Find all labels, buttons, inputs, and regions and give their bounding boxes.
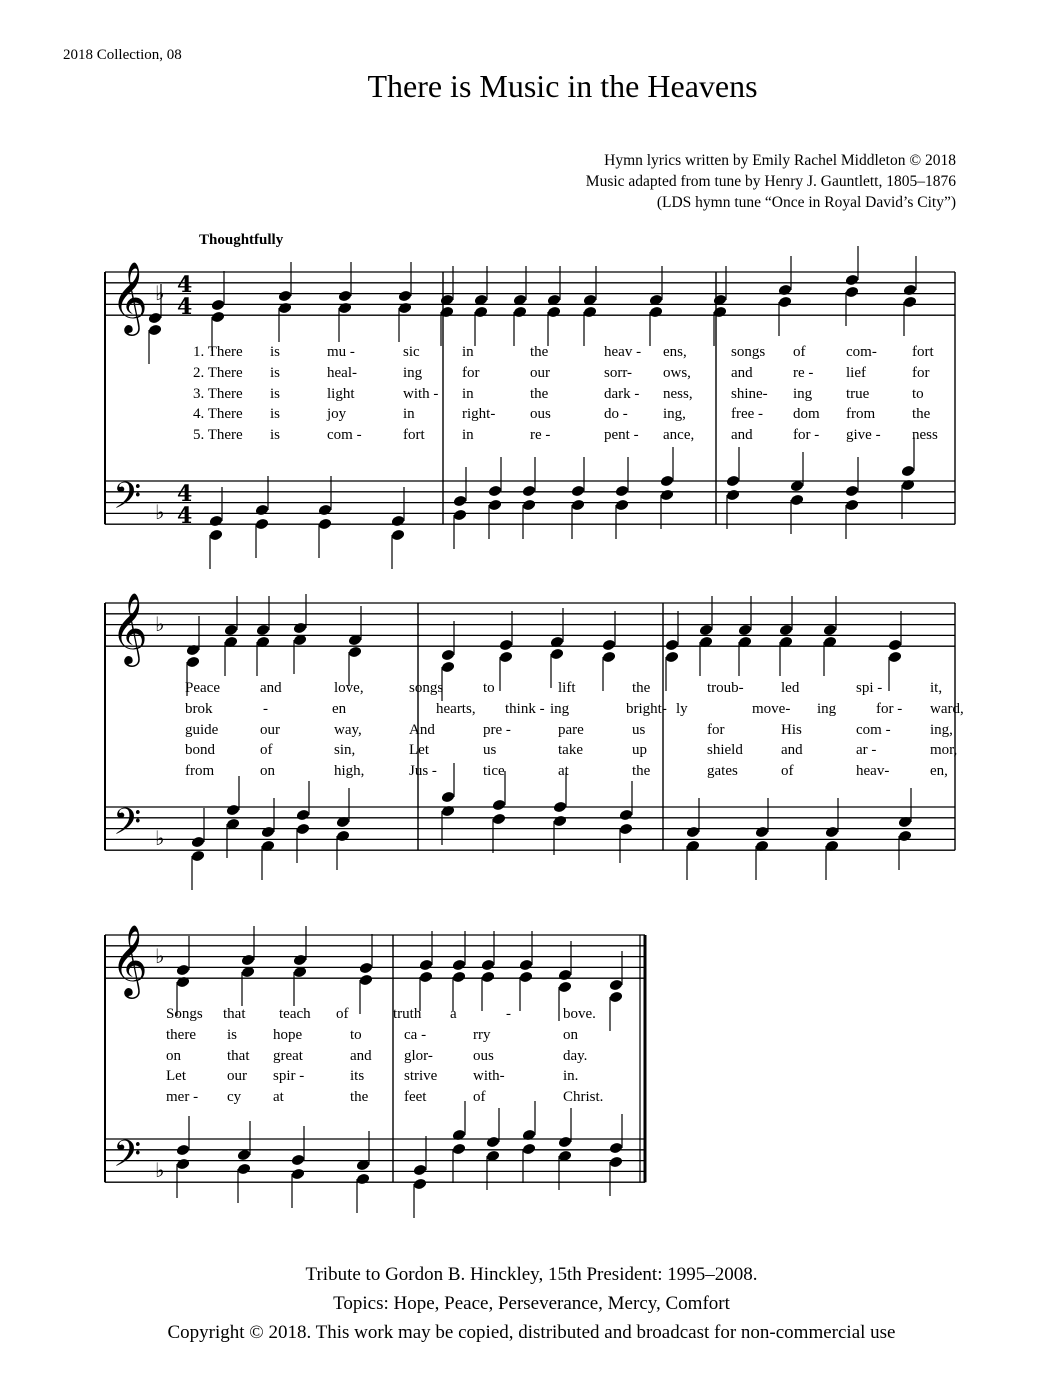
bass-note-head: [237, 1163, 252, 1176]
soprano-note-head: [441, 649, 456, 662]
lyric-syllable: with -: [403, 385, 439, 402]
bass-note-head: [522, 1143, 537, 1156]
tenor-note-head: [176, 1144, 191, 1157]
lyric-syllable: 2. There: [193, 364, 243, 381]
lyric-syllable: dark -: [604, 385, 640, 402]
lyric-syllable: sic: [403, 344, 420, 360]
bass-note-head: [413, 1178, 428, 1191]
bass-note-head: [492, 813, 507, 826]
tenor-note-head: [413, 1164, 428, 1177]
lyric-syllable: is: [227, 1026, 238, 1043]
lyric-syllable: take: [558, 742, 583, 759]
soprano-note-head: [338, 290, 353, 303]
soprano-note-head: [241, 954, 256, 967]
lyric-syllable: our: [260, 721, 280, 738]
lyric-syllable: love,: [334, 680, 364, 696]
lyric-syllable: the: [350, 1089, 369, 1106]
alto-note-head: [519, 971, 534, 984]
tenor-note-head: [571, 485, 586, 498]
soprano-note-head: [665, 639, 680, 652]
lyric-syllable: sin,: [334, 742, 356, 759]
soprano-note-head: [481, 959, 496, 972]
treble-clef-icon: 𝄞: [111, 923, 148, 996]
tenor-note-head: [391, 515, 406, 528]
lyric-syllable: heal-: [327, 364, 357, 381]
lyric-syllable: pare: [558, 721, 584, 738]
lyric-syllable: light: [327, 385, 355, 402]
tenor-note-head: [291, 1154, 306, 1167]
footer-tribute: Tribute to Gordon B. Hinckley, 15th President: 1995–2008.: [305, 1264, 758, 1285]
soprano-note-head: [293, 954, 308, 967]
tempo-marking: Thoughtfully: [199, 232, 284, 248]
lyric-syllable: of: [781, 763, 794, 780]
lyric-syllable: is: [270, 406, 281, 423]
bass-note-head: [318, 518, 333, 531]
flat-key-signature-icon: ♭: [155, 826, 165, 850]
flat-key-signature-icon: ♭: [155, 281, 165, 305]
lyric-syllable: heav -: [604, 344, 642, 360]
soprano-note-head: [558, 969, 573, 982]
lyric-syllable: spir -: [273, 1068, 305, 1085]
collection-label: 2018 Collection, 08: [63, 47, 182, 63]
soprano-note-head: [499, 639, 514, 652]
lyric-syllable: pre -: [483, 721, 511, 738]
lyric-syllable: on: [166, 1047, 181, 1064]
flat-key-signature-icon: ♭: [155, 612, 165, 636]
bass-note-head: [790, 494, 805, 507]
lyric-syllable: ens,: [663, 344, 687, 360]
lyric-syllable: troub-: [707, 680, 744, 696]
alto-note-head: [499, 651, 514, 664]
alto-note-head: [583, 306, 598, 319]
lyric-syllable: in: [462, 385, 474, 402]
soprano-note-head: [186, 644, 201, 657]
lyric-syllable: tice: [483, 763, 505, 780]
tenor-note-head: [488, 485, 503, 498]
lyric-syllable: lief: [846, 364, 866, 381]
credit-line-lyrics: Hymn lyrics written by Emily Rachel Middleton © 2018: [604, 152, 956, 169]
alto-note-head: [649, 306, 664, 319]
alto-note-head: [398, 302, 413, 315]
bass-note-head: [660, 489, 675, 502]
lyric-syllable: for -: [793, 427, 820, 444]
bass-note-head: [845, 499, 860, 512]
soprano-note-head: [278, 290, 293, 303]
lyric-syllable: -: [263, 700, 268, 717]
bass-note-head: [571, 499, 586, 512]
bass-note-head: [488, 499, 503, 512]
bass-note-head: [553, 815, 568, 828]
tenor-note-head: [191, 836, 206, 849]
lyric-syllable: hope: [273, 1026, 303, 1043]
lyric-syllable: truth: [393, 1006, 422, 1022]
lyric-syllable: in: [462, 344, 474, 360]
lyric-syllable: for: [912, 364, 930, 381]
lyric-syllable: up: [632, 742, 647, 759]
bass-note-head: [291, 1168, 306, 1181]
tenor-note-head: [492, 799, 507, 812]
lyric-syllable: on: [563, 1026, 578, 1043]
alto-note-head: [665, 651, 680, 664]
lyric-syllable: the: [912, 406, 931, 423]
bass-note-head: [522, 499, 537, 512]
lyric-syllable: a: [450, 1006, 457, 1022]
lyric-syllable: com -: [327, 427, 362, 444]
lyric-syllable: His: [781, 721, 802, 738]
bass-note-head: [726, 489, 741, 502]
lyric-syllable: mer -: [166, 1089, 199, 1106]
lyric-syllable: in: [462, 427, 474, 444]
lyric-syllable: re -: [793, 364, 814, 381]
soprano-note-head: [293, 622, 308, 635]
alto-note-head: [713, 306, 728, 319]
bass-note-head: [453, 509, 468, 522]
lyric-syllable: mu -: [327, 344, 355, 360]
lyric-syllable: our: [227, 1068, 247, 1085]
footer-topics: Topics: Hope, Peace, Perseverance, Mercy, Comfort: [333, 1293, 730, 1314]
lyric-syllable: is: [270, 344, 281, 360]
time-signature-numerator: 4: [177, 481, 193, 507]
alto-note-head: [211, 311, 226, 324]
alto-note-head: [888, 651, 903, 664]
lyric-syllable: of: [473, 1089, 486, 1106]
lyric-syllable: teach: [279, 1006, 311, 1022]
bass-note-head: [336, 830, 351, 843]
alto-note-head: [558, 981, 573, 994]
lyric-syllable: high,: [334, 763, 365, 780]
lyric-syllable: ing,: [663, 406, 686, 423]
lyric-syllable: 3. There: [193, 385, 243, 402]
lyric-syllable: for -: [876, 700, 903, 717]
lyric-syllable: its: [350, 1068, 365, 1085]
lyric-syllable: ar -: [856, 742, 877, 759]
lyric-syllable: Peace: [185, 680, 220, 696]
alto-note-head: [903, 296, 918, 309]
lyric-syllable: ous: [530, 406, 551, 423]
alto-note-head: [440, 306, 455, 319]
tenor-note-head: [318, 504, 333, 517]
lyric-syllable: And: [409, 721, 435, 738]
soprano-note-head: [602, 639, 617, 652]
lyric-syllable: ing: [793, 385, 813, 402]
soprano-note-head: [778, 284, 793, 297]
bass-note-head: [176, 1158, 191, 1171]
alto-note-head: [513, 306, 528, 319]
tenor-note-head: [845, 485, 860, 498]
lyric-syllable: led: [781, 680, 800, 696]
lyric-syllable: ca -: [404, 1026, 427, 1043]
lyric-syllable: brok: [185, 700, 213, 717]
tenor-note-head: [755, 826, 770, 839]
flat-key-signature-icon: ♭: [155, 1158, 165, 1182]
lyric-syllable: us: [632, 721, 646, 738]
soprano-note-head: [452, 959, 467, 972]
lyric-syllable: Jus -: [409, 763, 437, 780]
lyric-syllable: and: [731, 364, 753, 381]
lyric-syllable: give -: [846, 427, 881, 444]
lyric-syllable: do -: [604, 406, 628, 423]
lyric-syllable: 4. There: [193, 406, 243, 423]
alto-note-head: [338, 302, 353, 315]
time-signature-denominator: 4: [177, 503, 193, 529]
soprano-note-head: [419, 959, 434, 972]
lyric-syllable: ing: [817, 700, 837, 717]
bass-note-head: [898, 830, 913, 843]
lyric-syllable: of: [336, 1006, 349, 1022]
lyric-syllable: joy: [327, 406, 347, 423]
alto-note-head: [550, 648, 565, 661]
lyric-syllable: there: [166, 1026, 196, 1043]
alto-note-head: [474, 306, 489, 319]
alto-note-head: [186, 656, 201, 669]
lyric-syllable: at: [558, 763, 569, 780]
tenor-note-head: [226, 804, 241, 817]
soprano-note-head: [211, 299, 226, 312]
soprano-note-head: [256, 624, 271, 637]
lyric-syllable: on: [260, 763, 275, 780]
lyric-syllable: that: [227, 1047, 250, 1064]
footer: [0, 1260, 1063, 1347]
lyric-syllable: bove.: [563, 1006, 596, 1022]
tenor-note-head: [615, 485, 630, 498]
lyric-syllable: lift: [558, 680, 576, 696]
footer-copyright: Copyright © 2018. This work may be copied, distributed and broadcast for non-commercial use: [167, 1322, 896, 1343]
lyric-syllable: feet: [404, 1089, 427, 1106]
tenor-note-head: [553, 801, 568, 814]
lyric-syllable: that: [223, 1006, 246, 1022]
lyric-syllable: to: [350, 1026, 362, 1043]
tenor-note-head: [255, 504, 270, 517]
lyric-syllable: spi -: [856, 680, 883, 696]
alto-note-head: [176, 976, 191, 989]
lyric-syllable: en: [332, 700, 347, 717]
lyric-syllable: move-: [752, 700, 791, 717]
lyric-syllable: heav-: [856, 763, 890, 780]
lyric-syllable: mor,: [930, 742, 958, 759]
lyric-syllable: ous: [473, 1047, 494, 1064]
bass-note-head: [391, 529, 406, 542]
soprano-note-head: [398, 290, 413, 303]
lyric-syllable: guide: [185, 721, 219, 738]
soprano-note-head: [176, 964, 191, 977]
lyric-syllable: Let: [409, 742, 429, 759]
bass-note-head: [356, 1173, 371, 1186]
soprano-note-head: [903, 284, 918, 297]
lyric-syllable: com -: [856, 721, 891, 738]
tenor-note-head: [486, 1136, 501, 1149]
soprano-note-head: [823, 624, 838, 637]
lyric-syllable: fort: [912, 344, 934, 360]
tenor-note-head: [237, 1149, 252, 1162]
alto-note-head: [452, 971, 467, 984]
bass-note-head: [255, 518, 270, 531]
tenor-note-head: [261, 826, 276, 839]
lyric-syllable: and: [260, 680, 282, 696]
alto-note-head: [359, 974, 374, 987]
lyric-syllable: ness,: [663, 385, 693, 402]
lyric-syllable: shine-: [731, 385, 768, 402]
alto-note-head: [609, 991, 624, 1004]
alto-note-head: [419, 971, 434, 984]
lyric-syllable: of: [793, 344, 806, 360]
lyric-syllable: ance,: [663, 427, 695, 444]
lyric-syllable: songs: [731, 344, 766, 360]
lyric-syllable: sorr-: [604, 364, 633, 381]
lyric-syllable: is: [270, 364, 281, 381]
soprano-note-head: [888, 639, 903, 652]
bass-note-head: [615, 499, 630, 512]
bass-note-head: [209, 529, 224, 542]
lyric-syllable: in.: [563, 1068, 579, 1085]
lyric-syllable: day.: [563, 1047, 588, 1064]
time-signature-numerator: 4: [177, 272, 193, 298]
lyric-syllable: hearts,: [436, 700, 476, 717]
alto-note-head: [778, 296, 793, 309]
soprano-note-head: [738, 624, 753, 637]
alto-note-head: [148, 324, 163, 337]
bass-note-head: [609, 1156, 624, 1169]
alto-note-head: [602, 651, 617, 664]
bass-clef-icon: 𝄢: [113, 475, 142, 526]
lyric-syllable: think -: [505, 700, 545, 717]
lyric-syllable: fort: [403, 427, 425, 444]
tenor-note-head: [453, 495, 468, 508]
lyric-syllable: in: [403, 406, 415, 423]
flat-key-signature-icon: ♭: [155, 500, 165, 524]
lyric-syllable: from: [846, 406, 876, 423]
tenor-note-head: [609, 1142, 624, 1155]
hymn-title: There is Music in the Heavens: [367, 68, 758, 104]
bass-clef-icon: 𝄢: [113, 801, 142, 852]
lyric-syllable: and: [731, 427, 753, 444]
bass-note-head: [191, 850, 206, 863]
lyric-syllable: of: [260, 742, 273, 759]
alto-note-head: [441, 661, 456, 674]
treble-clef-icon: 𝄞: [111, 260, 148, 333]
lyric-syllable: ward,: [930, 700, 964, 717]
lyric-syllable: with-: [473, 1068, 505, 1085]
soprano-note-head: [699, 624, 714, 637]
lyric-syllable: pent -: [604, 427, 639, 444]
lyric-syllable: glor-: [404, 1047, 433, 1064]
lyric-syllable: it,: [930, 680, 943, 696]
soprano-note-head: [224, 624, 239, 637]
lyric-syllable: the: [632, 680, 651, 696]
tenor-note-head: [558, 1136, 573, 1149]
lyric-syllable: for: [707, 721, 725, 738]
lyric-syllable: -: [506, 1006, 511, 1022]
alto-note-head: [348, 646, 363, 659]
lyric-syllable: Christ.: [563, 1089, 604, 1106]
lyric-syllable: the: [530, 385, 549, 402]
lyric-syllable: to: [912, 385, 924, 402]
alto-note-head: [481, 971, 496, 984]
lyric-syllable: and: [781, 742, 803, 759]
lyric-syllable: Songs: [166, 1006, 203, 1022]
lyric-syllable: ing,: [930, 721, 953, 738]
lyric-syllable: from: [185, 763, 215, 780]
lyric-syllable: gates: [707, 763, 738, 780]
lyric-syllable: rry: [473, 1026, 491, 1043]
lyric-syllable: to: [483, 680, 495, 696]
lyric-syllable: our: [530, 364, 550, 381]
tenor-note-head: [522, 485, 537, 498]
bass-clef-icon: 𝄢: [113, 1133, 142, 1184]
lyric-syllable: and: [350, 1047, 372, 1064]
lyric-syllable: com-: [846, 344, 877, 360]
bass-note-head: [619, 823, 634, 836]
soprano-note-head: [779, 624, 794, 637]
lyric-syllable: true: [846, 385, 870, 402]
lyric-syllable: en,: [930, 763, 948, 780]
tenor-note-head: [660, 475, 675, 488]
tenor-note-head: [686, 826, 701, 839]
lyric-syllable: is: [270, 385, 281, 402]
lyric-syllable: the: [632, 763, 651, 780]
lyric-syllable: is: [270, 427, 281, 444]
lyric-syllable: way,: [334, 721, 362, 738]
lyric-syllable: strive: [404, 1068, 438, 1085]
lyric-syllable: us: [483, 742, 497, 759]
lyric-syllable: great: [273, 1047, 303, 1064]
time-signature-denominator: 4: [177, 294, 193, 320]
tenor-note-head: [441, 791, 456, 804]
lyric-syllable: ing: [403, 364, 423, 381]
lyric-syllable: shield: [707, 742, 743, 759]
soprano-note-head: [845, 274, 860, 287]
lyric-syllable: 5. There: [193, 427, 243, 444]
lyric-syllable: free -: [731, 406, 764, 423]
credit-line-music: Music adapted from tune by Henry J. Gauntlett, 1805–1876: [585, 173, 956, 190]
tenor-note-head: [825, 826, 840, 839]
credit-line-tune: (LDS hymn tune “Once in Royal David’s City”): [656, 194, 956, 211]
lyric-syllable: cy: [227, 1089, 242, 1106]
tenor-note-head: [901, 465, 916, 478]
lyric-syllable: songs: [409, 680, 444, 696]
lyric-syllable: the: [530, 344, 549, 360]
lyric-syllable: dom: [793, 406, 820, 423]
lyric-syllable: at: [273, 1089, 284, 1106]
bass-note-head: [296, 823, 311, 836]
lyric-syllable: bright-: [626, 700, 667, 717]
treble-clef-icon: 𝄞: [111, 591, 148, 664]
bass-note-head: [452, 1143, 467, 1156]
soprano-note-head: [519, 959, 534, 972]
alto-note-head: [547, 306, 562, 319]
lyric-syllable: 1. There: [193, 344, 243, 360]
alto-note-head: [278, 302, 293, 315]
lyric-syllable: ows,: [663, 364, 691, 381]
lyric-syllable: ness: [912, 427, 938, 444]
tenor-note-head: [619, 809, 634, 822]
alto-note-head: [845, 286, 860, 299]
tenor-note-head: [296, 809, 311, 822]
soprano-note-head: [609, 979, 624, 992]
lyric-syllable: ing: [550, 700, 570, 717]
flat-key-signature-icon: ♭: [155, 944, 165, 968]
tenor-note-head: [726, 475, 741, 488]
tenor-note-head: [209, 515, 224, 528]
lyric-syllable: ly: [676, 700, 688, 717]
lyric-syllable: re -: [530, 427, 551, 444]
lyric-syllable: bond: [185, 742, 215, 759]
lyric-syllable: Let: [166, 1068, 186, 1085]
soprano-note-head: [359, 962, 374, 975]
soprano-note-head: [148, 312, 163, 325]
lyric-syllable: for: [462, 364, 480, 381]
lyric-syllable: right-: [462, 406, 496, 423]
